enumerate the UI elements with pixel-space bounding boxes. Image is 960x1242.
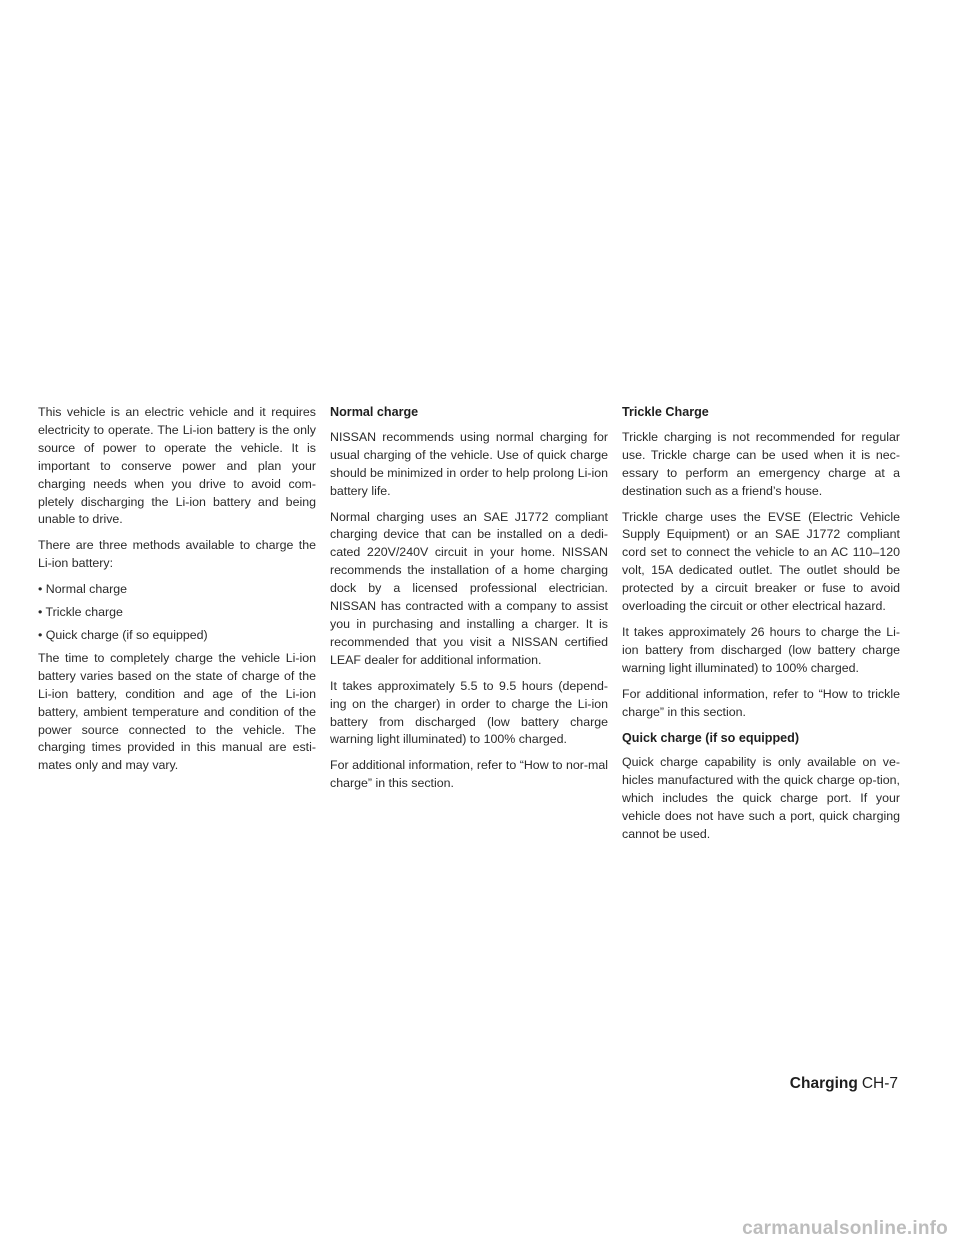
- intro-paragraph: This vehicle is an electric vehicle and it requires electricity to operate. The Li-ion battery is the only source of power to operate the vehicle. It is important to conserve power and plan your charging needs when you drive to avoid com-pletely discharging the Li-ion battery and being unable to drive.: [38, 405, 316, 527]
- text-column-1: [38, 404, 316, 783]
- bullet-trickle-charge: • Trickle charge: [38, 605, 123, 620]
- section-name: Charging: [789, 1075, 858, 1092]
- page-footer: [790, 1075, 898, 1093]
- text-column-2: [330, 404, 608, 801]
- normal-charge-paragraph-1: NISSAN recommends using normal charging for usual charging of the vehicle. Use of quick charge should be minimized in order to help prolong Li-ion battery life.: [330, 429, 608, 498]
- bullet-normal-charge: • Normal charge: [38, 582, 128, 597]
- charge-methods-intro: There are three methods available to charge the Li-ion battery:: [38, 538, 316, 571]
- trickle-charge-paragraph-2: Trickle charge uses the EVSE (Electric Vehicle Supply Equipment) or an SAE J1772 compliant cord set to connect the vehicle to an AC 110–120 volt, 15A dedicated outlet. The outlet should be protected by a circuit breaker or fuse to avoid overloading the circuit or other electrical hazard.: [622, 509, 900, 614]
- quick-charge-heading: Quick charge (if so equipped): [622, 730, 800, 745]
- normal-charge-reference: For additional information, refer to “How to nor-mal charge” in this section.: [330, 758, 608, 791]
- normal-charge-paragraph-3: It takes approximately 5.5 to 9.5 hours (depend-ing on the charger) in order to charge the Li-ion battery from discharged (low battery charge warning light illuminated) to 100% charged.: [330, 678, 608, 747]
- trickle-charge-paragraph-3: It takes approximately 26 hours to charge the Li-ion battery from discharged (low battery charge warning light illuminated) to 100% charged.: [622, 624, 900, 675]
- quick-charge-paragraph: Quick charge capability is only available on ve-hicles manufactured with the quick charge op-tion, which includes the quick charge port. If your vehicle does not have such a port, quick charging cannot be used.: [622, 755, 900, 842]
- text-column-3: [622, 404, 900, 852]
- bullet-quick-charge: • Quick charge (if so equipped): [38, 627, 208, 642]
- watermark: carmanualsonline.info: [742, 1218, 948, 1239]
- normal-charge-heading: Normal charge: [330, 405, 419, 419]
- trickle-charge-paragraph-1: Trickle charging is not recommended for regular use. Trickle charge can be used when it is nec-essary to perform an emergency charge at a destination such as a friend’s house.: [622, 429, 900, 498]
- page-number: CH-7: [861, 1075, 898, 1092]
- normal-charge-paragraph-2: Normal charging uses an SAE J1772 compliant charging device that can be installed on a dedi-cated 220V/240V circuit in your home. NISSAN recommends the installation of a home charging dock by a licensed professional electrician. NISSAN has contracted with a company to assist you in purchasing and installing a charger. It is recommended that you visit a NISSAN certified LEAF dealer for additional information.: [330, 509, 608, 667]
- trickle-charge-reference: For additional information, refer to “How to trickle charge” in this section.: [622, 686, 900, 719]
- trickle-charge-heading: Trickle Charge: [622, 405, 709, 419]
- charge-time-paragraph: The time to completely charge the vehicle Li-ion battery varies based on the state of charge of the Li-ion battery, condition and age of the Li-ion battery, ambient temperature and condition of the power source connected to the vehicle. The charging times provided in this manual are esti-mates only and may vary.: [38, 650, 316, 773]
